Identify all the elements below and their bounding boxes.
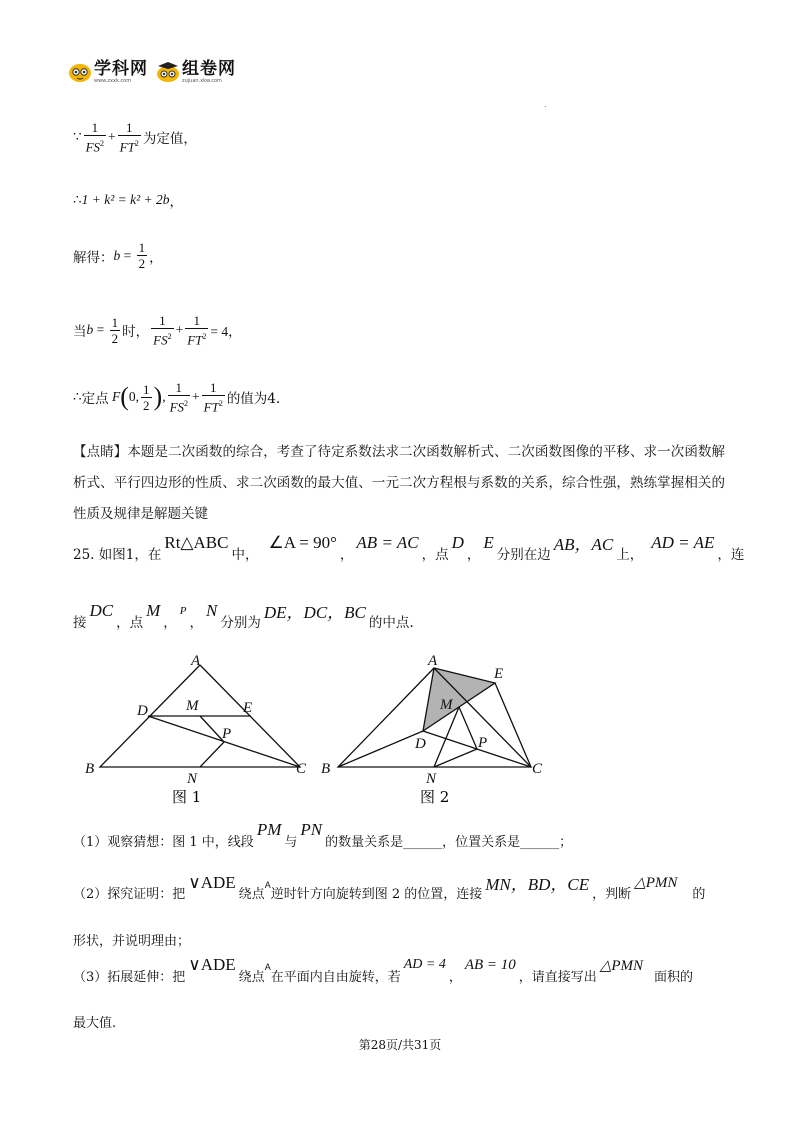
separator: ， bbox=[189, 614, 204, 631]
comment-text: 本题是二次函数的综合，考查了待定系数法求二次函数解析式、二次函数图像的平移、求一次函数解析式、平行四边形的性质、求二次函数的最大值、一元二次方程根与系数的关系，综合性强，熟练掌握相关的性质及规律是解题关键 bbox=[73, 444, 726, 522]
sides-ab-ac: AB，AC bbox=[553, 535, 614, 554]
label-p: P bbox=[222, 726, 232, 742]
fixed-point-label: 定点 bbox=[81, 391, 109, 408]
segment-pn bbox=[200, 742, 224, 767]
comment-bracket: 【点睛】 bbox=[73, 444, 128, 460]
problem-text: 分别在边 bbox=[496, 546, 551, 563]
comma: ， bbox=[149, 249, 163, 266]
label-b: B bbox=[85, 761, 95, 777]
label-b: B bbox=[321, 761, 331, 777]
triangle-ade: ∨ADE bbox=[188, 872, 236, 892]
therefore-symbol: ∴ bbox=[73, 192, 82, 208]
segment-pm: PM bbox=[256, 820, 282, 839]
point-a-small: A bbox=[264, 879, 271, 890]
segment-pn: PN bbox=[300, 820, 323, 839]
point-n: N bbox=[206, 600, 218, 620]
question-text: 面积的 bbox=[654, 969, 694, 985]
question-3-cont bbox=[73, 1012, 116, 1031]
figure-1-caption: 图 1 bbox=[172, 788, 202, 806]
label-n: N bbox=[426, 771, 437, 787]
separator: ， bbox=[466, 546, 481, 563]
midpoint-segments: DE，DC，BC bbox=[263, 603, 366, 622]
solution-line-2 bbox=[73, 190, 183, 210]
problem-text: 上， bbox=[616, 546, 644, 563]
question-text: 的数量关系是______，位置关系是______； bbox=[325, 834, 573, 850]
header-logos bbox=[68, 60, 236, 84]
equation-1: 1 + k² = k² + 2b bbox=[81, 192, 170, 207]
fraction-one-half: $\frac{1}{2}$ bbox=[143, 381, 150, 413]
ad-equals-4: AD = 4 bbox=[403, 957, 446, 972]
question-text: 的 bbox=[692, 887, 706, 902]
question-text: ，请直接写出 bbox=[518, 969, 597, 985]
fraction-one-half: $\frac{1}{2}$ bbox=[138, 240, 146, 271]
problem-line-2 bbox=[73, 600, 414, 633]
logo-zujuan bbox=[156, 60, 236, 84]
segment-bd bbox=[338, 731, 423, 767]
question-text: 最大值. bbox=[73, 1016, 117, 1031]
label-d: D bbox=[137, 703, 148, 719]
question-text: 绕点 bbox=[238, 887, 265, 902]
fraction-1-over-ft2: $\frac{1}{FT^2}$ bbox=[203, 380, 223, 415]
solution-line-1: ∵ $\frac{1}{FS^2}$ + $\frac{1}{FT^2}$ 为定值， bbox=[73, 120, 197, 155]
question-text: ，判断 bbox=[592, 887, 632, 902]
comma: ， bbox=[169, 194, 184, 210]
solution-line-3: 解得： b = $\frac{1}{2}$ ， bbox=[73, 240, 163, 271]
therefore-symbol: ∴ bbox=[73, 389, 82, 406]
question-2 bbox=[73, 872, 706, 905]
stray-dot: . bbox=[544, 100, 547, 109]
point-m: M bbox=[146, 600, 161, 620]
logo-name: 组卷网 bbox=[182, 59, 236, 79]
fraction-1-over-ft2: $\frac{1}{FT^2}$ bbox=[119, 120, 139, 155]
point-p: P bbox=[179, 604, 187, 617]
problem-text: ，点 bbox=[116, 614, 144, 631]
segments-mn-bd-ce: MN，BD，CE bbox=[485, 875, 590, 894]
question-text: 在平面内自由旋转，若 bbox=[270, 969, 401, 985]
equals-four: = 4， bbox=[210, 324, 242, 340]
page-number: 第28页/共31页 bbox=[358, 1038, 442, 1052]
fraction-1-over-ft2: $\frac{1}{FT^2}$ bbox=[187, 313, 207, 348]
problem-text: 25. 如图1，在 bbox=[73, 546, 162, 563]
question-text: （2）探究证明：把 bbox=[73, 887, 186, 902]
owl-graduate-icon bbox=[156, 61, 180, 83]
separator: ， bbox=[448, 969, 462, 985]
label-d: D bbox=[415, 736, 426, 752]
when-label: 当 bbox=[73, 324, 87, 341]
fraction-one-half: $\frac{1}{2}$ bbox=[111, 314, 119, 346]
fraction-1-over-fs2: $\frac{1}{FS^2}$ bbox=[85, 120, 105, 155]
question-3 bbox=[73, 955, 694, 985]
problem-text: 接 bbox=[73, 614, 87, 631]
figure-2-caption: 图 2 bbox=[420, 788, 450, 806]
question-2-cont bbox=[73, 930, 190, 949]
logo-url: zujuan.xkw.com bbox=[182, 78, 222, 84]
segment-mp bbox=[459, 707, 477, 749]
when-suffix: 时， bbox=[122, 324, 150, 341]
label-e: E bbox=[243, 700, 253, 716]
logo-url: www.zxxk.com bbox=[94, 78, 132, 84]
problem-text: 分别为 bbox=[220, 614, 261, 631]
ab-equals-ac: AB = AC bbox=[356, 532, 419, 552]
owl-face-icon bbox=[68, 61, 92, 83]
ad-equals-ae: AD = AE bbox=[651, 532, 715, 552]
label-a: A bbox=[191, 653, 201, 669]
label-m: M bbox=[440, 697, 453, 713]
question-text: 形状，并说明理由； bbox=[73, 934, 191, 949]
triangle-pmn: △PMN bbox=[599, 957, 644, 974]
separator: ， bbox=[163, 614, 177, 631]
segment-dc: DC bbox=[89, 600, 114, 620]
logo-zxxk bbox=[68, 60, 148, 84]
angle-a-90: ∠A = 90° bbox=[268, 532, 337, 552]
solve-label: 解得： bbox=[73, 249, 114, 266]
problem-text: 中， bbox=[231, 546, 259, 563]
label-e: E bbox=[494, 666, 504, 682]
label-c: C bbox=[532, 761, 543, 777]
triangle-ade: ∨ADE bbox=[188, 955, 236, 974]
label-m: M bbox=[186, 698, 199, 714]
question-text: （1）观察猜想：图 1 中，线段 bbox=[73, 834, 254, 850]
point-d: D bbox=[451, 532, 464, 552]
fraction-1-over-fs2: $\frac{1}{FS^2}$ bbox=[169, 380, 189, 415]
question-text: （3）拓展延伸：把 bbox=[73, 969, 186, 985]
because-symbol: ∵ bbox=[73, 129, 82, 146]
solution-line-4: 当 b = $\frac{1}{2}$ 时， $\frac{1}{FS^2}$ + $\frac{1}{FT^2}$ = 4， bbox=[73, 313, 242, 348]
point-e: E bbox=[483, 532, 494, 552]
label-c: C bbox=[296, 761, 307, 777]
label-a: A bbox=[428, 653, 438, 669]
question-text: 与 bbox=[284, 834, 298, 850]
comment-paragraph bbox=[73, 437, 725, 530]
rt-triangle-abc: Rt△ABC bbox=[164, 532, 229, 552]
logo-name: 学科网 bbox=[94, 59, 148, 79]
solution-line-5: ∴ 定点 F ( 0, $\frac{1}{2}$ ) , $\frac{1}{FS^2}$ + $\frac{1}{FT^2}$ 的值为4. bbox=[73, 380, 281, 415]
fraction-1-over-fs2: $\frac{1}{FS^2}$ bbox=[153, 313, 172, 348]
problem-text: 的中点. bbox=[368, 614, 414, 631]
separator: ， bbox=[339, 546, 354, 563]
shaded-triangle-ade bbox=[423, 668, 495, 731]
segment-ce bbox=[495, 683, 531, 767]
question-1 bbox=[73, 820, 573, 850]
value-suffix: 的值为4. bbox=[226, 391, 281, 408]
point-a-small: A bbox=[264, 962, 271, 972]
is-constant-text: 为定值， bbox=[142, 131, 197, 148]
question-text: 绕点 bbox=[238, 969, 265, 985]
question-text: 逆时针方向旋转到图 2 的位置，连接 bbox=[270, 887, 483, 902]
figure-2 bbox=[318, 650, 558, 810]
triangle-pmn: △PMN bbox=[634, 875, 678, 891]
problem-line-1 bbox=[73, 532, 745, 565]
problem-text: ，连 bbox=[717, 546, 745, 563]
ab-equals-10: AB = 10 bbox=[464, 956, 516, 973]
figure-1 bbox=[80, 650, 320, 810]
label-p: P bbox=[478, 735, 488, 751]
label-n: N bbox=[187, 771, 198, 787]
problem-text: ，点 bbox=[421, 546, 449, 563]
